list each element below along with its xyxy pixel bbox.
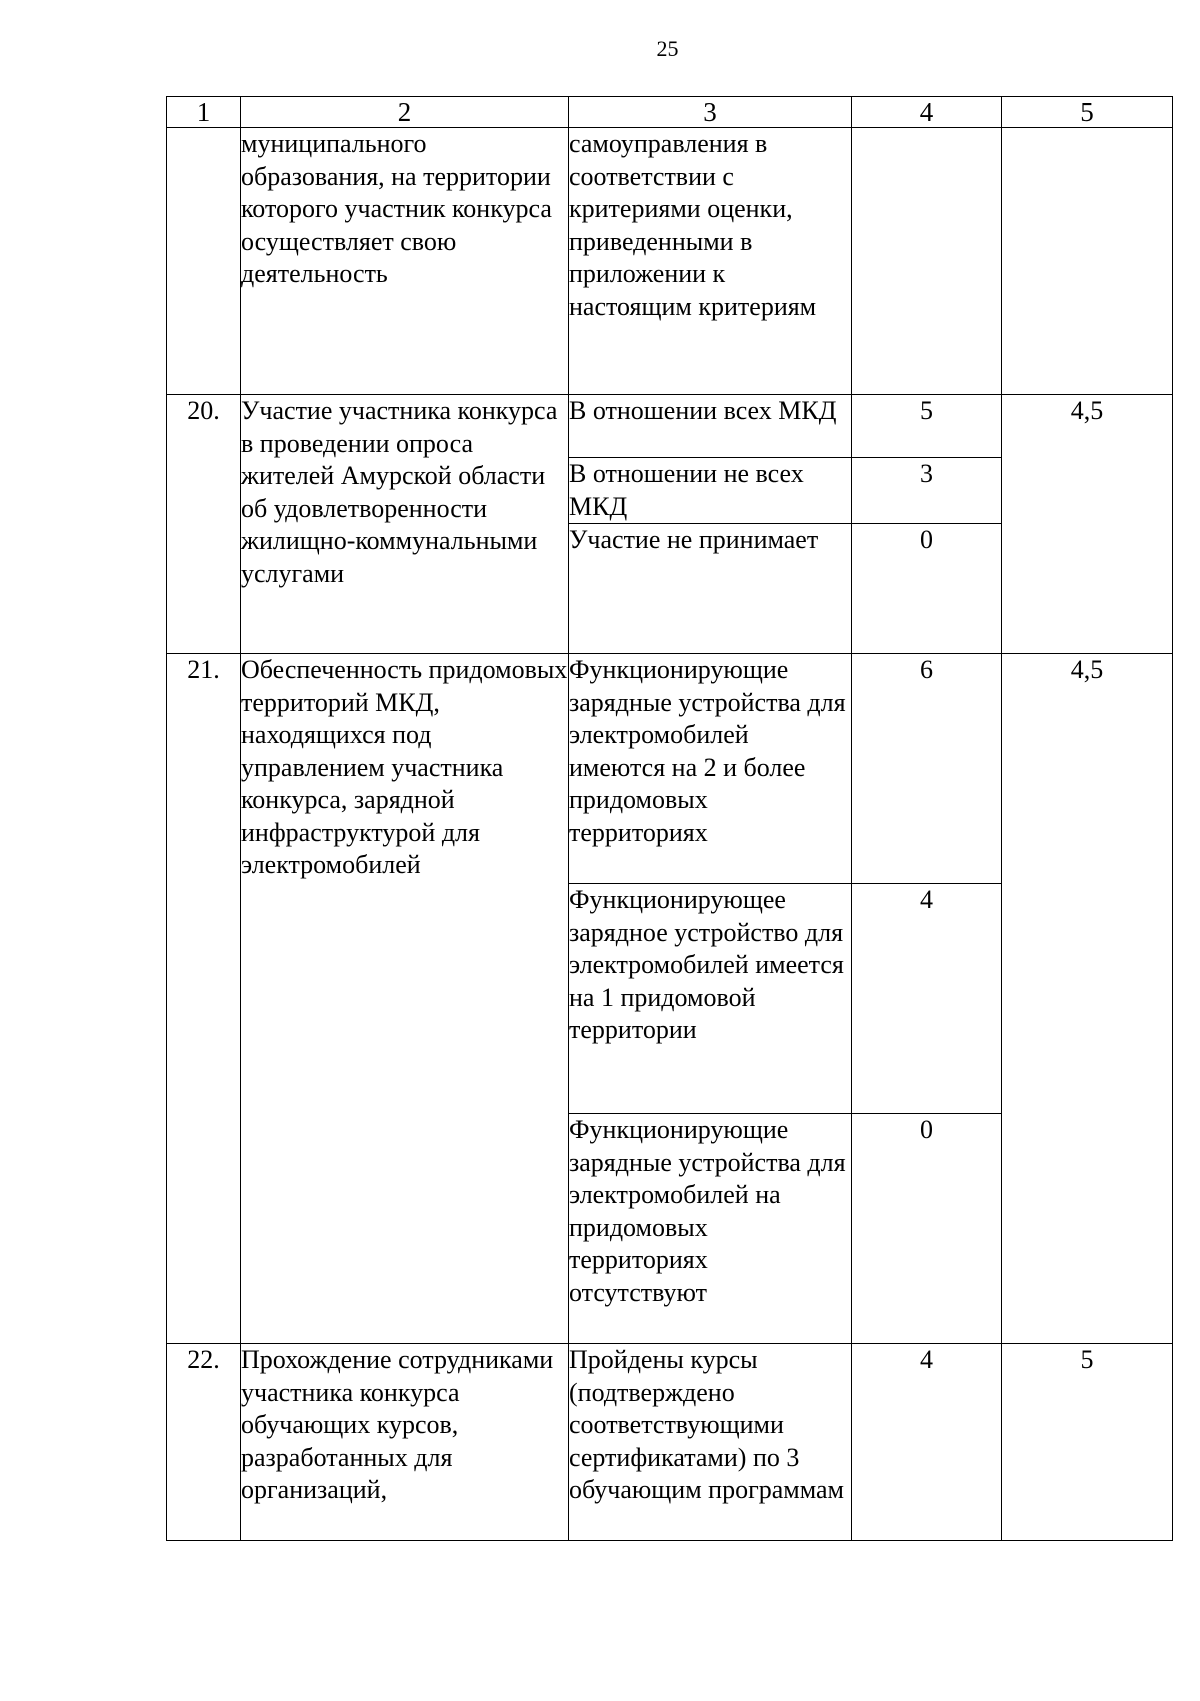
table-row	[167, 1344, 1173, 1541]
criterion-cell: Обеспеченность придомовых территорий МКД, находящихся под управлением участника конкурса, зарядной инфраструктурой для электромобилей	[241, 654, 569, 1344]
column-header: 5	[1002, 97, 1173, 128]
criterion-cell: Прохождение сотрудниками участника конкурса обучающих курсов, разработанных для организаций,	[241, 1344, 569, 1541]
score-cell: 4	[852, 884, 1002, 1114]
criterion-cell: муниципального образования, на территории которого участник конкурса осуществляет свою деятельность	[241, 128, 569, 395]
column-header: 1	[167, 97, 241, 128]
option-cell: В отношении всех МКД	[569, 395, 852, 458]
option-cell: Функционирующие зарядные устройства для электромобилей имеются на 2 и более придомовых территориях	[569, 654, 852, 884]
criteria-table	[166, 96, 1173, 1541]
column-header: 4	[852, 97, 1002, 128]
row-number-cell: 21.	[167, 654, 241, 1344]
score-cell: 0	[852, 524, 1002, 654]
column-header: 3	[569, 97, 852, 128]
table-header-row	[167, 97, 1173, 128]
score-cell: 6	[852, 654, 1002, 884]
criterion-cell: Участие участника конкурса в проведении опроса жителей Амурской области об удовлетворенности жилищно-коммунальными услугами	[241, 395, 569, 654]
option-cell: Участие не принимает	[569, 524, 852, 654]
weight-cell	[1002, 128, 1173, 395]
column-header: 2	[241, 97, 569, 128]
option-cell: Функционирующее зарядное устройство для электромобилей имеется на 1 придомовой территории	[569, 884, 852, 1114]
row-number-cell: 20.	[167, 395, 241, 654]
option-cell: Функционирующие зарядные устройства для электромобилей на придомовых территориях отсутствуют	[569, 1114, 852, 1344]
row-number-cell	[167, 128, 241, 395]
table-row	[167, 128, 1173, 395]
weight-cell: 4,5	[1002, 395, 1173, 654]
score-cell	[852, 128, 1002, 395]
weight-cell: 5	[1002, 1344, 1173, 1541]
page-number: 25	[656, 36, 679, 61]
score-cell: 3	[852, 458, 1002, 524]
row-number-cell: 22.	[167, 1344, 241, 1541]
score-cell: 4	[852, 1344, 1002, 1541]
score-cell: 5	[852, 395, 1002, 458]
score-cell: 0	[852, 1114, 1002, 1344]
weight-cell: 4,5	[1002, 654, 1173, 1344]
table-row	[167, 395, 1173, 458]
option-cell: В отношении не всех МКД	[569, 458, 852, 524]
table-row	[167, 654, 1173, 884]
option-cell: Пройдены курсы (подтверждено соответствующими сертификатами) по 3 обучающим программам	[569, 1344, 852, 1541]
option-cell: самоуправления в соответствии с критериями оценки, приведенными в приложении к настоящим критериям	[569, 128, 852, 395]
